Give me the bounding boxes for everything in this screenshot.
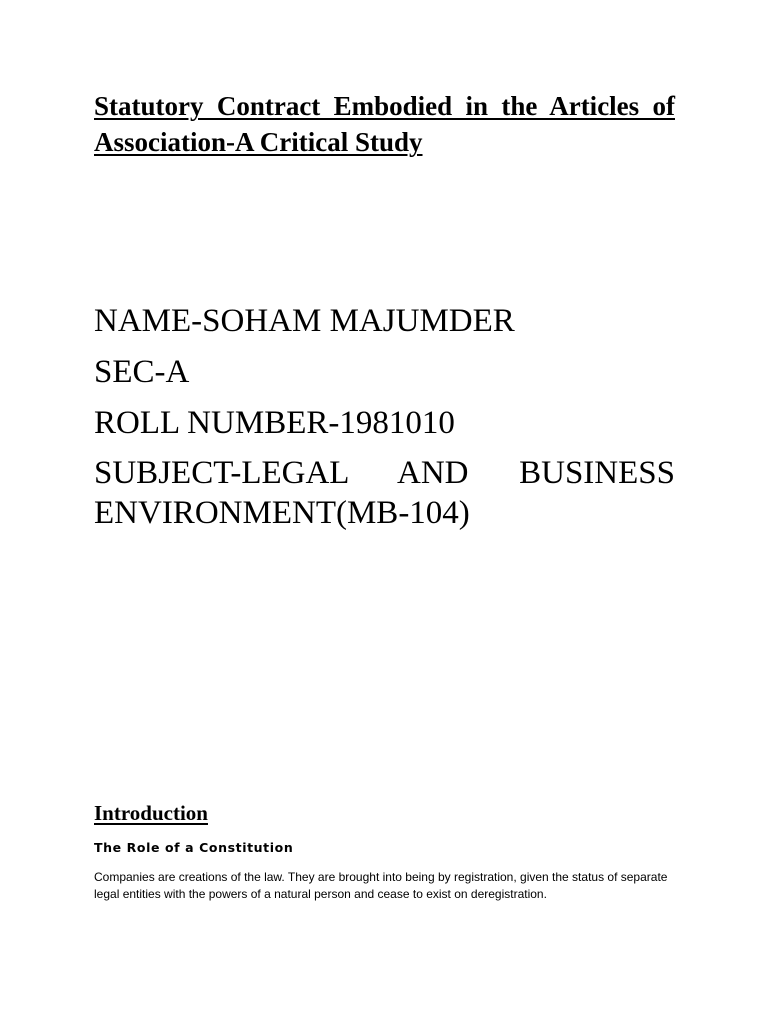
introduction-paragraph: Companies are creations of the law. They are brought into being by registration, given the status of separate legal entities with the powers of a natural person and cease to exist on deregistration. <box>94 870 668 901</box>
student-section: SEC-A <box>94 354 190 390</box>
student-details <box>94 300 675 542</box>
subject-name: SUBJECT-LEGAL AND BUSINESS ENVIRONMENT(MB-104) <box>94 455 675 531</box>
document-title: Statutory Contract Embodied in the Articles of Association-A Critical Study <box>94 91 675 157</box>
student-name: NAME-SOHAM MAJUMDER <box>94 303 515 339</box>
student-roll-number: ROLL NUMBER-1981010 <box>94 405 455 441</box>
introduction-subheading: The Role of a Constitution <box>94 840 294 855</box>
introduction-heading: Introduction <box>94 801 208 825</box>
